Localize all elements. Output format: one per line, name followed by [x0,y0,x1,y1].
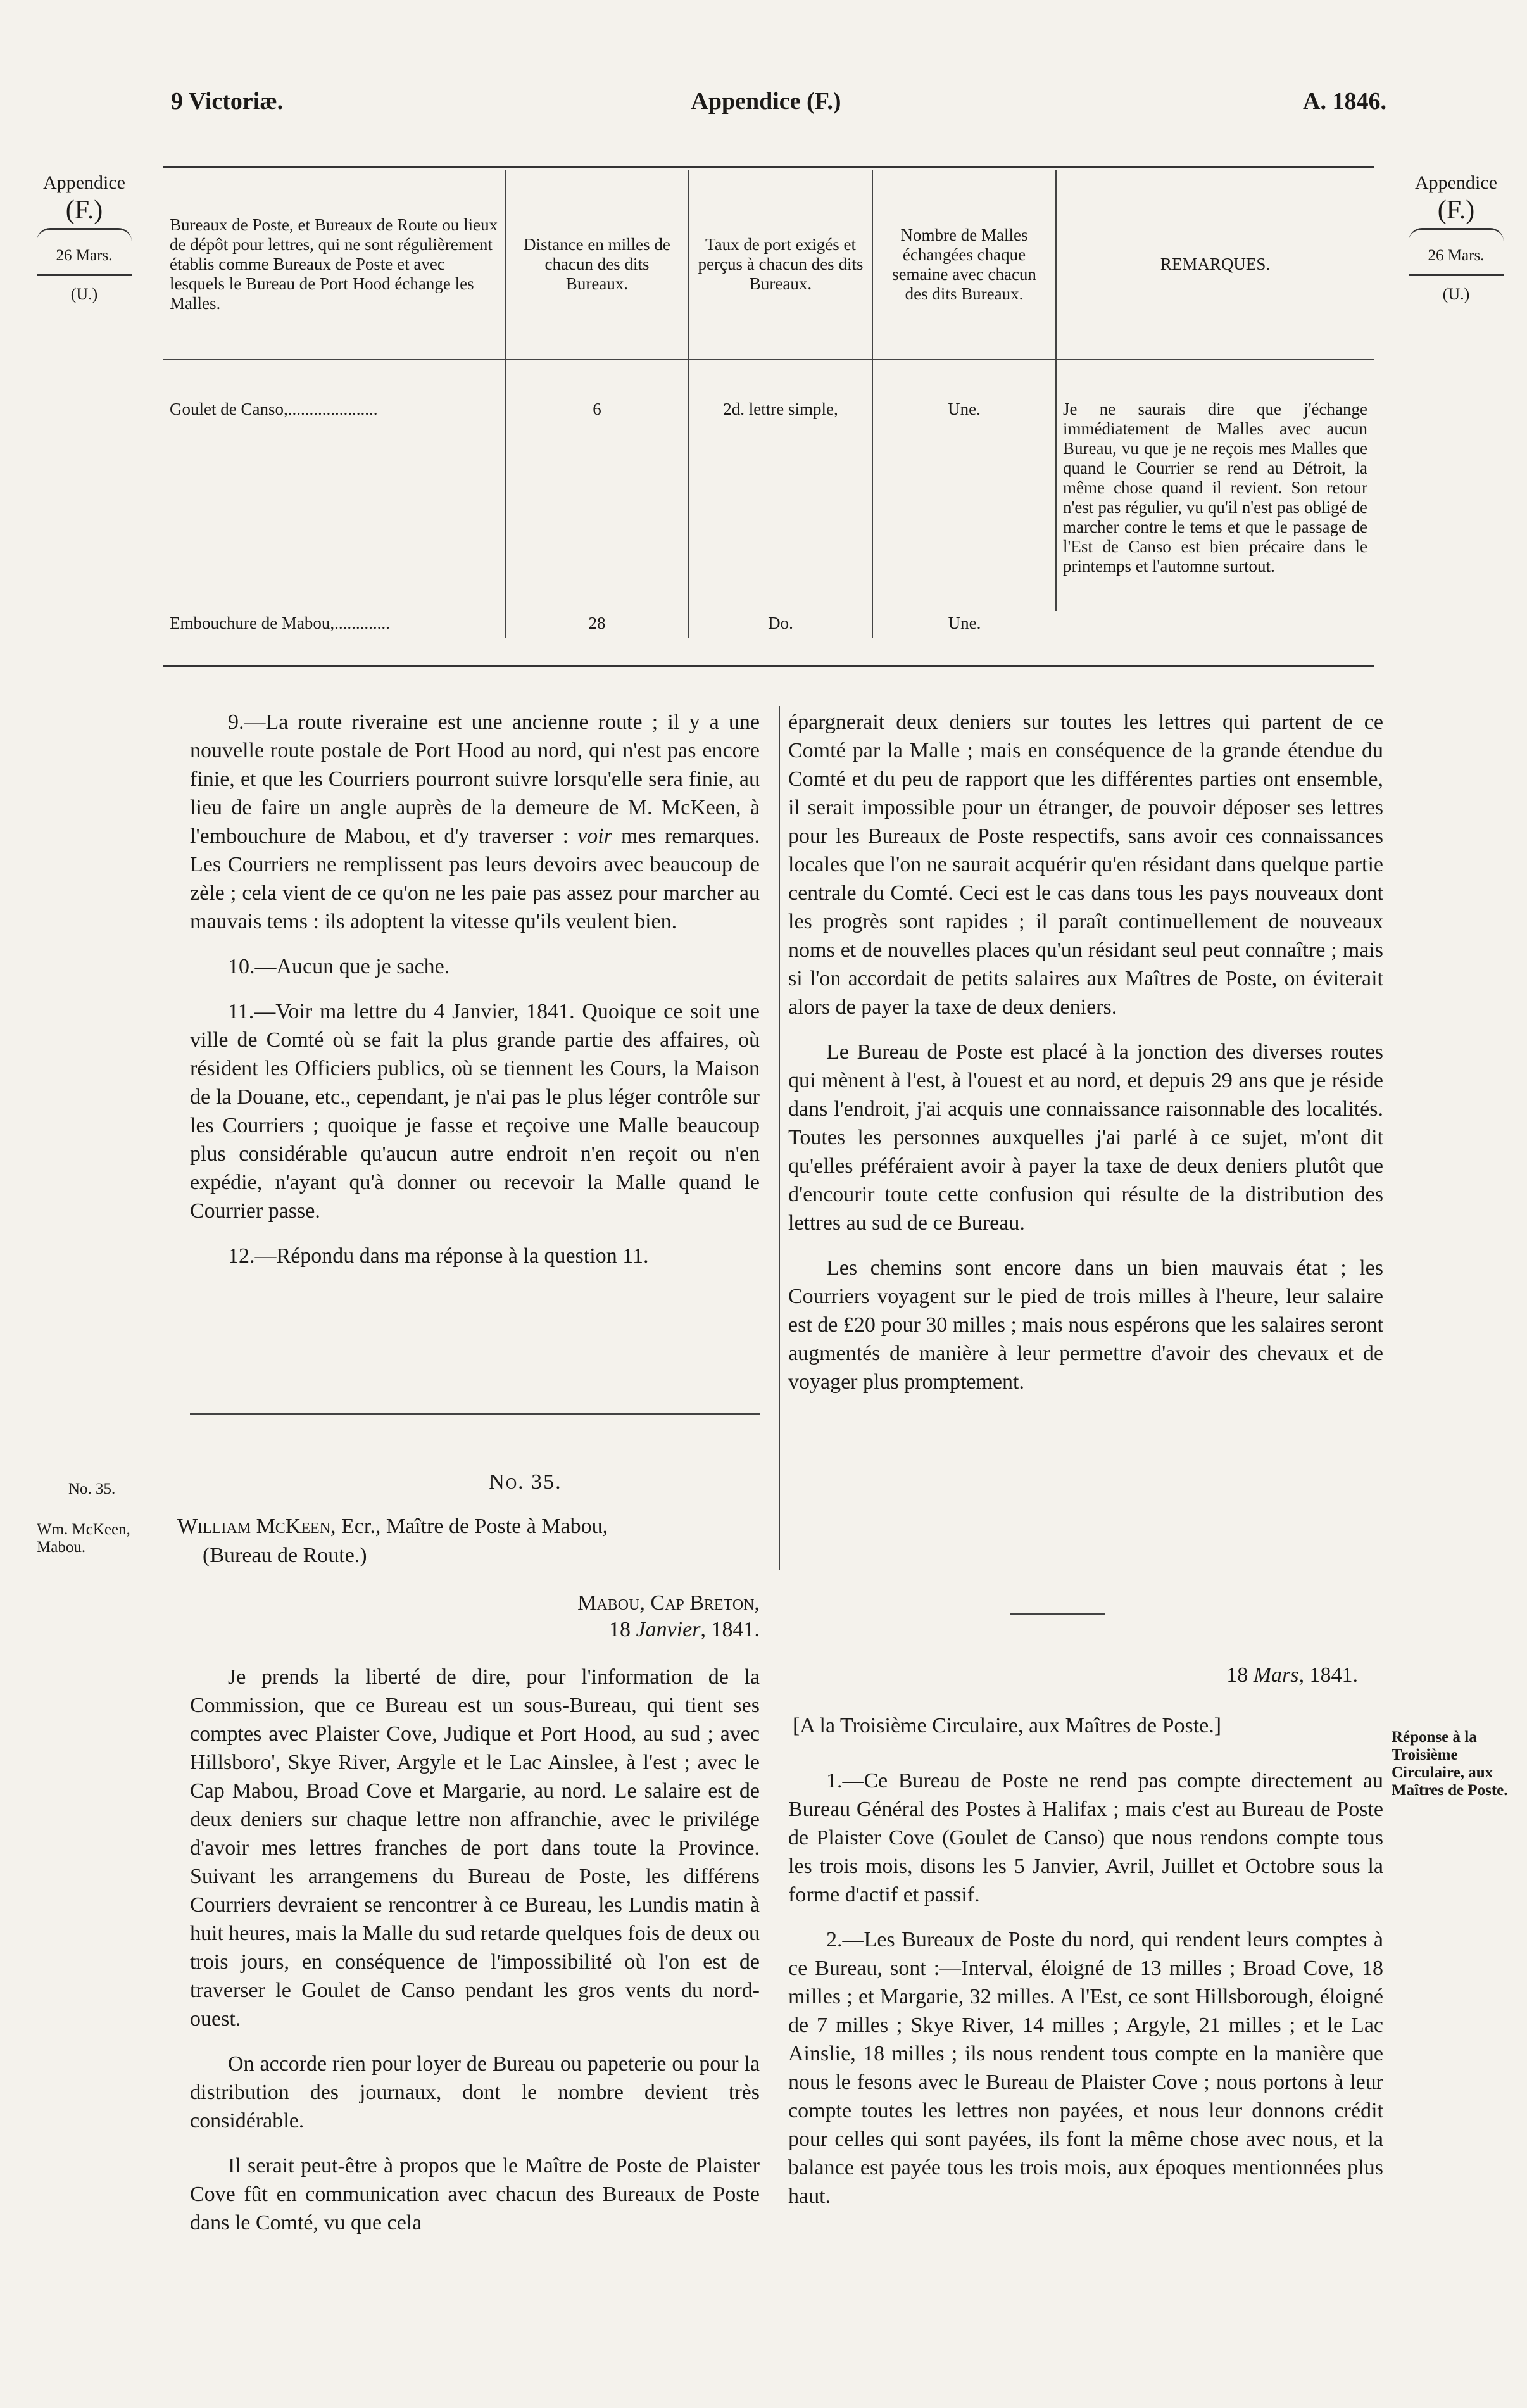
reply-answer-2: 2.—Les Bureaux de Poste du nord, qui rendent leurs comptes à ce Bureau, sont :—Interval, éloigné de 13 milles ; Broad Cove, 18 milles ; et Margarie, 32 milles. A l'Est, ce sont Hillsborough, éloigné de 7 milles ; Skye River, 14 milles ; Argyle, 21 milles ; et le Lac Ainslie, 18 milles ; ils nous rendent tous compte en la manière que nous le fesons avec le Bureau de Plaister Cove ; nous portons à leur compte toutes les lettres non payées, et nous leur donnons crédit pour celles qui sont payées, ils font la même chose avec nous, et la balance est payée tous les trois mois, aux époques mentionnées plus haut. [788,1928,1383,2208]
cell-distance: 28 [505,611,689,638]
letter-continuation: épargnerait deux deniers sur toutes les lettres qui partent de ce Comté par la Malle ; mais en conséquence de la grande étendue du Comté et du peu de rapport que les différentes parties ont ensemble, il serait impossible pour un étranger, de pouvoir déposer ses lettres pour les Bureaux de Poste respectifs, sans avoir ces connaissances locales que l'on ne saurait acquérir qu'en résidant dans quelque partie centrale du Comté. Ceci est le cas dans tous les pays nouveaux dont les progrès sont rapides ; il paraît continuellement de nouveaux noms et de nouvelles places qu'un résidant seul peut connaître ; mais si l'on accordait de petits salaires aux Maîtres de Poste, on éviterait alors de payer la taxe de deux deniers. [788,710,1383,1019]
letter-paragraph: On accorde rien pour loyer de Bureau ou papeterie ou pour la distribution des journaux, dont le nombre devient très considérable. [190,2052,760,2133]
cell-nombre: Une. [948,614,981,633]
cell-distance: 6 [505,360,689,611]
answer-9-voir: voir [577,824,612,848]
margin-rule [37,274,132,276]
margin-appendix-letter: (F.) [1437,196,1475,225]
margin-appendix-left [18,171,151,306]
letter-sender [177,1512,760,1570]
header-nombre: Nombre de Malles échangées chaque semaine avec chacun des dits Bureaux. [872,170,1056,360]
running-head-year: A. 1846. [1303,88,1386,115]
margin-appendix-letter: (F.) [65,196,103,225]
answer-9 [190,708,760,936]
letter-date [443,1616,760,1644]
margin-appendix-label: Appendice [43,172,125,193]
letter-junction: Le Bureau de Poste est placé à la jonction des diverses routes qui mènent à l'est, à l'ouest et au nord, et depuis 29 ans que je réside dans l'endroit, j'ai acquis une connaissance raisonnable des localités. Toutes les personnes auxquelles j'ai parlé à ce sujet, m'ont dit qu'elles préféraient avoir à payer la taxe de deux deniers plutôt que d'encourir toute cette confusion qui résulte de la distribution des lettres au sud de ce Bureau. [788,1040,1383,1235]
date-day: 18 [1226,1663,1248,1687]
cell-taux: Do. [689,611,872,638]
margin-section: (U.) [70,285,98,303]
margin-appendix-right [1390,171,1523,306]
reply-answer-1: 1.—Ce Bureau de Poste ne rend pas compte directement au Bureau Général des Postes à Halifax ; mais c'est au Bureau de Poste de Plaister Cove (Goulet de Canso) que nous rendons compte tous les trois mois, disons les 5 Janvier, Avril, Juillet et Octobre sous la forme d'actif et passif. [788,1769,1383,1907]
cell-place: Embouchure de Mabou,............. [163,611,505,638]
circular-heading: [A la Troisième Circulaire, aux Maîtres de Poste.] [793,1714,1222,1737]
cell-remarques: Je ne saurais dire que j'échange immédiatement de Malles avec aucun Bureau, vu que je ne reçois mes Malles que quand le Courrier se rend au Détroit, la même chose quand il revient. Son retour n'est pas régulier, vu qu'il n'est pas obligé de marcher contre le tems et que le passage de l'Est de Canso est bien précaire dans le printemps et l'automne surtout. [1063,400,1367,576]
margin-section: (U.) [1442,285,1470,303]
table-header-row [163,170,1374,360]
margin-date: 26 Mars. [1428,247,1485,264]
date-month: Mars [1253,1663,1299,1687]
date-month: Janvier [636,1618,701,1641]
left-section-rule [190,1413,760,1415]
right-short-rule [1010,1613,1105,1615]
header-distance: Distance en milles de chacun des dits Bureaux. [505,170,689,360]
answer-11: 11.—Voir ma lettre du 4 Janvier, 1841. Quoique ce soit une ville de Comté où se fait la plus grande partie des affaires, où résident les Officiers publics, où se tiennent les Cours, la Maison de la Douane, etc., cependant, je n'ai pas le plus léger contrôle sur les Courriers ; quoique je fasse et reçoive une Malle beaucoup plus considérable qu'aucun autre endroit n'en reçoit ou n'en expédie, n'ayant qu'à donner ou recevoir la Malle quand le Courrier passe. [190,1000,760,1223]
table-row [163,360,1374,611]
cell-nombre: Une. [872,360,1056,611]
sidenote-number: No. 35. [68,1480,116,1497]
reply-body [788,1767,1383,2227]
header-remarques: REMARQUES. [1056,170,1374,360]
running-head-title: Appendice (F.) [691,88,841,115]
letter-roads: Les chemins sont encore dans un bien mauvais état ; les Courriers voyagent sur le pied de trois milles à l'heure, leur salaire est de £20 pour 30 milles ; mais nous espérons que les salaires seront augmentés de manière à leur permettre d'avoir des chevaux et de voyager plus promptement. [788,1256,1383,1394]
column-divider [779,706,780,1570]
running-head-session: 9 Victoriæ. [171,88,284,115]
sidenote-sender: Wm. McKeen, Mabou. [37,1521,130,1556]
date-year: , 1841. [700,1618,760,1641]
sidenote-reply: Réponse à la Troisième Circulaire, aux Maîtres de Poste. [1392,1729,1508,1799]
letter-number-heading: No. 35. [489,1470,562,1494]
letter-paragraph: Il serait peut-être à propos que le Maître de Poste de Plaister Cove fût en communication avec chacun des Bureaux de Poste dans le Comté, vu que cela [190,2154,760,2235]
table-bottom-rule [163,665,1374,667]
sender-title: , Ecr., Maître de Poste à Mabou, [330,1515,608,1538]
date-year: , 1841. [1298,1663,1358,1687]
left-column-answers [190,708,760,1287]
header-taux: Taux de port exigés et perçus à chacun des dits Bureaux. [689,170,872,360]
sender-office: (Bureau de Route.) [203,1544,367,1567]
margin-rule [1409,274,1504,276]
cell-place: Goulet de Canso,..................... [163,360,505,611]
answer-10: 10.—Aucun que je sache. [228,955,450,978]
answer-12: 12.—Répondu dans ma réponse à la question 11. [228,1244,649,1268]
sender-name: William McKeen [177,1515,331,1538]
cell-taux: 2d. lettre simple, [689,360,872,611]
date-day: 18 [609,1618,631,1641]
margin-appendix-label: Appendice [1415,172,1497,193]
post-office-table [163,170,1374,638]
margin-brace [37,228,132,241]
right-column-continuation [788,708,1383,1413]
margin-brace [1409,228,1504,241]
margin-date: 26 Mars. [56,247,113,264]
header-bureaux: Bureaux de Poste, et Bureaux de Route ou lieux de dépôt pour lettres, qui ne sont régulièrement établis comme Bureaux de Poste et avec lesquels le Bureau de Port Hood échange les Malles. [163,170,505,360]
letter-paragraph: Je prends la liberté de dire, pour l'information de la Commission, que ce Bureau est un sous-Bureau, qui tient ses comptes avec Plaister Cove, Judique et Port Hood, au sud ; avec Hillsboro', Skye River, Argyle et le Lac Ainslee, à l'est ; avec le Cap Mabou, Broad Cove et Margarie, au nord. Le salaire est de deux deniers sur chaque lettre non affranchie, avec le privilége d'avoir mes lettres franches de port dans toute la Province. Suivant les arrangemens du Bureau de Poste, les différens Courriers devraient se rencontrer à ce Bureau, les Lundis matin à huit heures, mais la Malle du sud retarde quelques fois de deux ou trois jours, en conséquence de l'impossibilité où l'on est de traverser le Goulet de Canso pendant les gros vents du nord-ouest. [190,1665,760,2031]
answer-9-text: 9.—La route riveraine est une ancienne route ; il y a une nouvelle route postale de Port Hood au nord, qui n'est pas encore finie, et que les Courriers pourront suivre lorsqu'elle sera finie, au lieu de faire un angle auprès de la demeure de M. McKeen, à l'embouchure de Mabou, et d'y traverser : [190,710,760,848]
letter-body [190,1663,760,2254]
table-top-rule [163,166,1374,168]
reply-date [788,1661,1358,1689]
letter-place: Mabou, Cap Breton, [577,1591,760,1615]
answer-9-end: mes remarques. Les Courriers ne remplissent pas leurs devoirs avec beaucoup de zèle ; cela vient de ce qu'on ne les paie pas assez pour marcher au mauvais tems : ils adoptent la vitesse qu'ils veulent bien. [190,824,760,933]
